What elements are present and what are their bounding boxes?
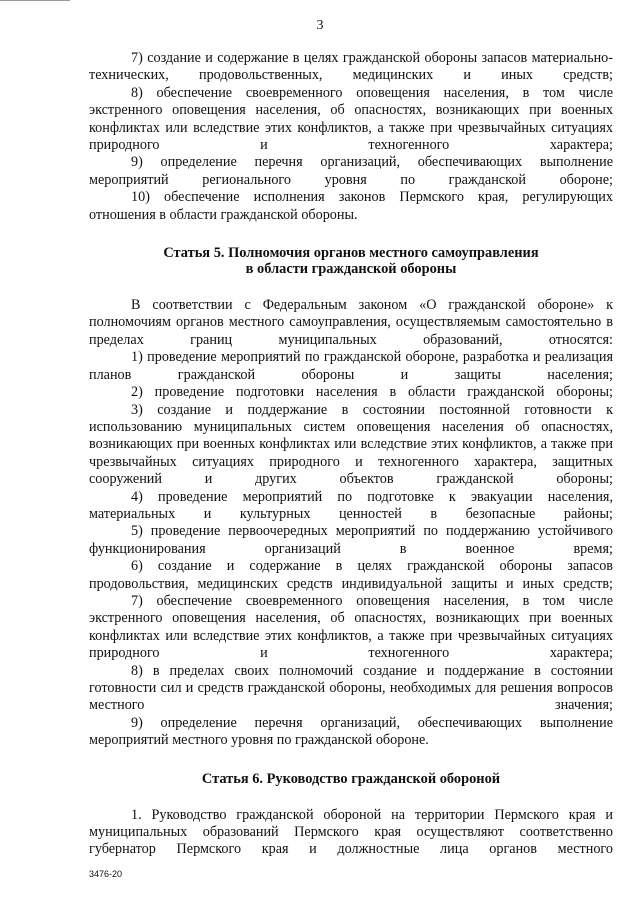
page-number: 3 <box>316 18 324 33</box>
article5-heading-line2: в области гражданской обороны <box>245 261 457 278</box>
article5-item-5: 5) проведение первоочередных мероприятий по поддержанию устойчивого функционирования организаций в военное время; <box>89 523 613 557</box>
footer-document-code: 3476-20 <box>89 869 123 879</box>
article5-item-6: 6) создание и содержание в целях гражданской обороны запасов продовольствия, медицинских средств индивидуальной защиты и иных средств; <box>89 558 613 592</box>
article6-heading: Статья 6. Руководство гражданской обороной <box>201 770 501 787</box>
document-body <box>89 50 613 859</box>
article5-item-4: 4) проведение мероприятий по подготовке к эвакуации населения, материальных и культурных ценностей в безопасные районы; <box>89 488 613 522</box>
paragraph-top-9: 9) определение перечня организаций, обеспечивающих выполнение мероприятий регионального уровня по гражданской обороне; <box>89 154 613 188</box>
article5-item-8: 8) в пределах своих полномочий создание и поддержание в состоянии готовности сил и средств гражданской обороны, необходимых для решения вопросов местного значения; <box>89 662 613 714</box>
article5-heading-line1: Статья 5. Полномочия органов местного самоуправления <box>163 245 539 262</box>
paragraph-top-7: 7) создание и содержание в целях гражданской обороны запасов материально-технических, продовольственных, медицинских и иных средств; <box>89 50 613 84</box>
article6-item-1: 1. Руководство гражданской обороной на территории Пермского края и муниципальных образований Пермского края осуществляют соответственно губернатор Пермского края и должностные лица органов местного <box>89 806 613 858</box>
paragraph-top-8: 8) обеспечение своевременного оповещения населения, в том числе экстренного оповещения населения, об опасностях, возникающих при военных конфликтах или вследствие этих конфликтов, а также при чрезвычайных ситуациях природного и техногенного характера; <box>89 84 613 154</box>
paragraph-top-10: 10) обеспечение исполнения законов Пермского края, регулирующих отношения в области гражданской обороны. <box>89 189 613 223</box>
article5-item-2: 2) проведение подготовки населения в области гражданской обороны; <box>131 384 613 401</box>
article5-item-3: 3) создание и поддержание в состоянии постоянной готовности к использованию муниципальных систем оповещения населения об опасностях, возникающих при военных конфликтах или вследствие этих конфликтов, а также при чрезвычайных ситуациях природного и техногенного характера, защитных сооружений и других объектов гражданской обороны; <box>89 401 613 488</box>
article5-item-7: 7) обеспечение своевременного оповещения населения, в том числе экстренного оповещения населения, об опасностях, возникающих при военных конфликтах или вследствие этих конфликтов, а также при чрезвычайных ситуациях природного и техногенного характера; <box>89 592 613 662</box>
article5-item-9: 9) определение перечня организаций, обеспечивающих выполнение мероприятий местного уровня по гражданской обороне. <box>89 714 613 749</box>
article5-intro: В соответствии с Федеральным законом «О гражданской обороне» к полномочиям органов местного самоуправления, осуществляемым самостоятельно в пределах границ муниципальных образований, относятся: <box>89 297 613 348</box>
article5-item-1: 1) проведение мероприятий по гражданской обороне, разработка и реализация планов гражданской обороны и защиты населения; <box>89 349 613 383</box>
scan-edge-mark <box>0 0 70 4</box>
